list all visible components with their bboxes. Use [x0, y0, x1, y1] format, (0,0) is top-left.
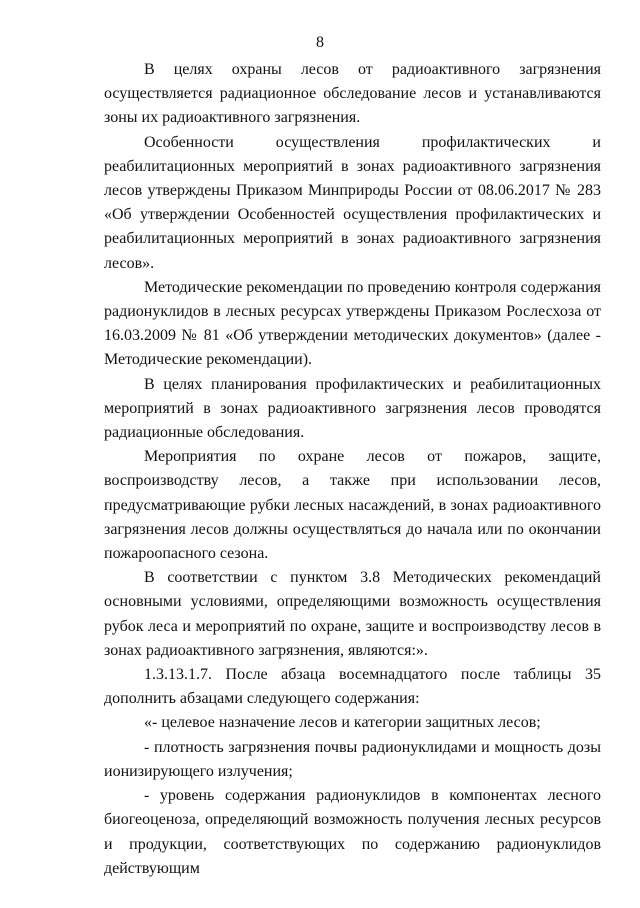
paragraph-main-conditions: В соответствии с пунктом 3.8 Методических рекомендаций основными условиями, определяющими возможность осуществления рубок леса и мероприятий по охране, защите и воспроизводству лесов в зонах радиоактивного загрязнения, являются:». [104, 569, 601, 659]
list-item-radionuclide-level: - уровень содержания радионуклидов в компонентах лесного биогеоценоза, определяющий возможность получения лесных ресурсов и продукции, соответствующих по содержанию радионуклидов действующим [104, 787, 601, 877]
page-number: 8 [316, 34, 324, 51]
paragraph-amendment-clause: 1.3.13.1.7. После абзаца восемнадцатого после таблицы 35 дополнить абзацами следующего содержания: [104, 666, 601, 708]
list-item-purpose-categories: «- целевое назначение лесов и категории защитных лесов; [144, 714, 541, 732]
paragraph-methodical-recommendations: Методические рекомендации по проведению контроля содержания радионуклидов в лесных ресурсах утверждены Приказом Рослесхоза от 16.03.2009 № 81 «Об утверждении методических документов» (далее - Методические рекомендации). [104, 278, 601, 369]
list-item-contamination-density: - плотность загрязнения почвы радионуклидами и мощность дозы ионизирующего излучения; [104, 738, 601, 780]
paragraph-fire-protection-measures: Мероприятия по охране лесов от пожаров, защите, воспроизводству лесов, а также при использовании лесов, предусматривающие рубки лесных насаждений, в зонах радиоактивного загрязнения лесов должны осуществляться до начала или по окончании пожароопасного сезона. [104, 448, 601, 563]
document-body [104, 58, 601, 881]
paragraph-forest-protection: В целях охраны лесов от радиоактивного загрязнения осуществляется радиационное обследование лесов и устанавливаются зоны их радиоактивного загрязнения. [104, 61, 601, 127]
paragraph-features-order: Особенности осуществления профилактических и реабилитационных мероприятий в зонах радиоактивного загрязнения лесов утверждены Приказом Минприроды России от 08.06.2017 № 283 «Об утверждении Особенностей осуществления профилактических и реабилитационных мероприятий в зонах радиоактивного загрязнения лесов». [104, 133, 601, 272]
paragraph-radiation-surveys: В целях планирования профилактических и реабилитационных мероприятий в зонах радиоактивного загрязнения лесов проводятся радиационные обследования. [104, 375, 601, 442]
